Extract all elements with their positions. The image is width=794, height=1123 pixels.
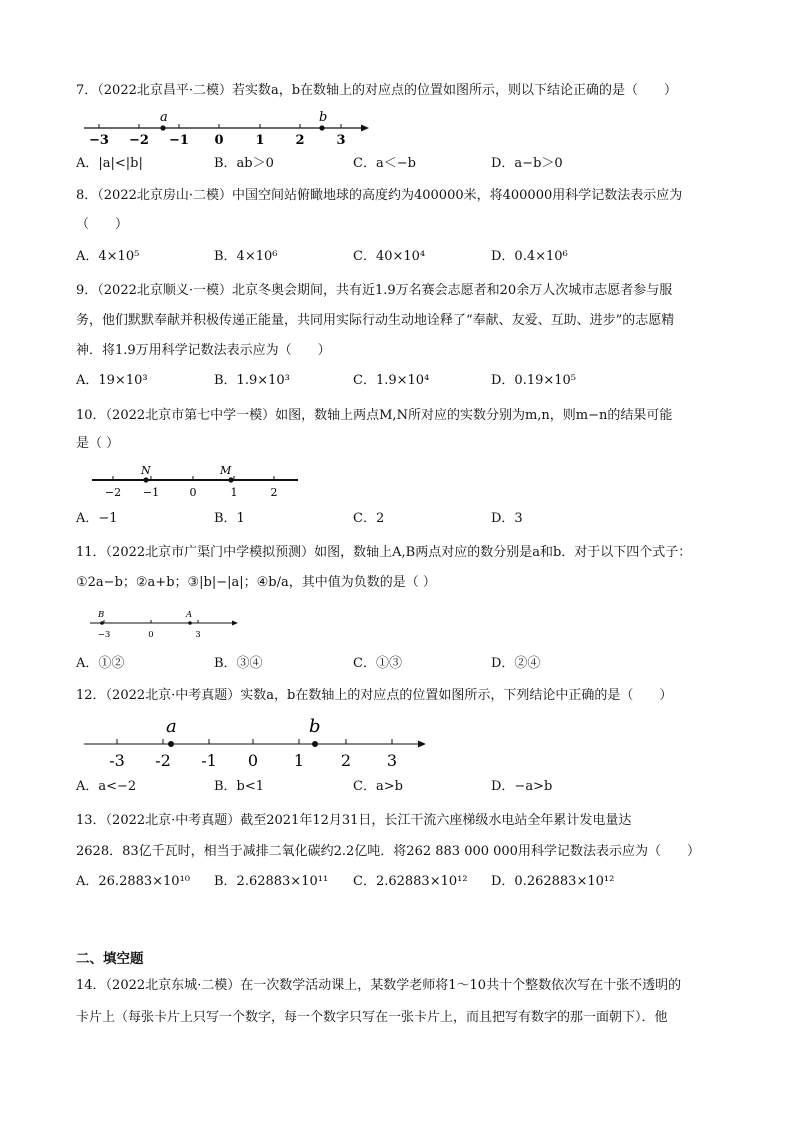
q10-option-b[interactable]: B．1 xyxy=(214,511,245,526)
q9-option-b[interactable]: B．1.9×10³ xyxy=(214,373,290,388)
q11-label-b: B xyxy=(98,610,105,620)
tick-label: −3 xyxy=(89,133,109,148)
q10-option-c[interactable]: C．2 xyxy=(353,511,385,526)
q10-point-m xyxy=(228,477,233,482)
q12-stem: 12．（2022北京·中考真题）实数a，b在数轴上的对应点的位置如图所示，下列结论中正确的是（ ） xyxy=(76,688,673,703)
q8-option-b[interactable]: B．4×10⁶ xyxy=(214,249,278,264)
tick-label: 0 xyxy=(148,630,154,640)
tick-label: 2 xyxy=(295,133,305,148)
tick-label: 2 xyxy=(270,486,278,499)
q7-point-a xyxy=(160,125,165,130)
q11-option-d[interactable]: D．②④ xyxy=(491,656,541,671)
q10-stem-1: 10．（2022北京市第七中学一模）如图，数轴上两点M,N所对应的实数分别为m,n，则m−n的结果可能 xyxy=(76,408,673,423)
q10-label-n: N xyxy=(141,464,151,477)
tick-label: 0 xyxy=(214,133,224,148)
tick-label: −2 xyxy=(129,133,149,148)
q12-label-a: a xyxy=(166,716,177,737)
tick-label: 1 xyxy=(230,486,238,499)
q13-option-b[interactable]: B．2.62883×10¹¹ xyxy=(214,874,329,889)
q7-number-line xyxy=(76,108,376,150)
q10-point-n xyxy=(143,477,148,482)
q14-stem-1: 14．（2022北京东城·二模）在一次数学活动课上，某数学老师将1～10共十个整数依次写在十张不透明的 xyxy=(76,978,682,993)
q12-option-d[interactable]: D．−a>b xyxy=(491,779,553,794)
q8-stem-1: 8．（2022北京房山·二模）中国空间站俯瞰地球的高度约为400000米，将400000用科学记数法表示应为 xyxy=(76,188,683,203)
q9-option-d[interactable]: D．0.19×10⁵ xyxy=(491,373,577,388)
q13-stem-1: 13．（2022北京·中考真题）截至2021年12月31日，长江干流六座梯级水电站全年累计发电量达 xyxy=(76,813,632,828)
q9-option-c[interactable]: C．1.9×10⁴ xyxy=(353,373,430,388)
q12-number-line xyxy=(82,712,432,770)
q12-label-b: b xyxy=(309,716,321,737)
q10-option-a[interactable]: A．−1 xyxy=(76,511,118,526)
tick-label: 2 xyxy=(340,751,352,770)
tick-label: 1 xyxy=(255,133,265,148)
tick-label: −1 xyxy=(142,486,160,499)
q10-stem-2: 是（ ） xyxy=(76,436,120,451)
q12-option-c[interactable]: C．a>b xyxy=(353,779,403,794)
q12-option-b[interactable]: B．b<1 xyxy=(214,779,265,794)
q12-point-b xyxy=(312,741,318,747)
tick-label: 0 xyxy=(189,486,197,499)
q8-option-c[interactable]: C．40×10⁴ xyxy=(353,249,426,264)
q13-stem-2: 2628．83亿千瓦时，相当于减排二氧化碳约2.2亿吨．将262 883 000 000用科学记数法表示应为（ ） xyxy=(76,844,700,859)
tick-label: −1 xyxy=(169,133,189,148)
tick-label: −2 xyxy=(104,486,122,499)
tick-label: 3 xyxy=(386,751,398,770)
q11-stem-2: ①2a−b；②a+b；③|b|−|a|；④b/a，其中值为负数的是（ ） xyxy=(76,575,436,590)
tick-label: -2 xyxy=(155,751,171,770)
q13-option-c[interactable]: C．2.62883×10¹² xyxy=(353,874,468,889)
tick-label: 3 xyxy=(195,630,201,640)
q7-option-d[interactable]: D．a−b＞0 xyxy=(491,156,563,171)
q12-point-a xyxy=(168,741,174,747)
q7-option-a[interactable]: A．|a|<|b| xyxy=(76,156,143,171)
q7-option-b[interactable]: B．ab＞0 xyxy=(214,156,274,171)
tick-label: -1 xyxy=(201,751,217,770)
q11-label-a: A xyxy=(186,610,193,620)
tick-label: 1 xyxy=(293,751,305,770)
q8-option-a[interactable]: A．4×10⁵ xyxy=(76,249,140,264)
tick-label: 3 xyxy=(336,133,346,148)
q8-option-d[interactable]: D．0.4×10⁶ xyxy=(491,249,568,264)
q10-option-d[interactable]: D．3 xyxy=(491,511,523,526)
q11-point-b xyxy=(100,621,104,625)
q13-option-d[interactable]: D．0.262883×10¹² xyxy=(491,874,615,889)
tick-label: −3 xyxy=(97,630,111,640)
q7-stem: 7．（2022北京昌平·二模）若实数a，b在数轴上的对应点的位置如图所示，则以下结论正确的是（ ） xyxy=(76,83,678,98)
q7-label-b: b xyxy=(319,110,328,125)
q11-number-line xyxy=(86,606,242,642)
q13-option-a[interactable]: A．26.2883×10¹⁰ xyxy=(76,874,191,889)
q9-stem-1: 9．（2022北京顺义·一模）北京冬奥会期间，共有近1.9万名赛会志愿者和20余万人次城市志愿者参与服 xyxy=(76,283,673,298)
q7-point-b xyxy=(319,125,324,130)
q7-label-a: a xyxy=(160,110,168,125)
q10-label-m: M xyxy=(220,464,232,477)
q10-number-line xyxy=(86,462,308,504)
q9-stem-2: 务，他们默默奉献并积极传递正能量，共同用实际行动生动地诠释了“奉献、友爱、互助、进步”的志愿精 xyxy=(76,313,675,328)
q11-option-a[interactable]: A．①② xyxy=(76,656,125,671)
tick-label: -3 xyxy=(109,751,125,770)
q11-stem-1: 11．（2022北京市广渠门中学模拟预测）如图，数轴上A,B两点对应的数分别是a和b．对于以下四个式子： xyxy=(76,545,692,560)
q14-stem-2: 卡片上（每张卡片上只写一个数字，每一个数字只写在一张卡片上，而且把写有数字的那一面朝下）．他 xyxy=(76,1010,668,1025)
q11-option-b[interactable]: B．③④ xyxy=(214,656,263,671)
q11-option-c[interactable]: C．①③ xyxy=(353,656,402,671)
q9-option-a[interactable]: A．19×10³ xyxy=(76,373,148,388)
q9-stem-3: 神．将1.9万用科学记数法表示应为（ ） xyxy=(76,343,331,358)
q8-stem-2: （ ） xyxy=(76,217,129,232)
section-heading: 二、填空题 xyxy=(76,951,144,967)
q12-option-a[interactable]: A．a<−2 xyxy=(76,779,137,794)
q7-option-c[interactable]: C．a＜−b xyxy=(353,156,416,171)
tick-label: 0 xyxy=(247,751,259,770)
q11-point-a xyxy=(188,621,192,625)
